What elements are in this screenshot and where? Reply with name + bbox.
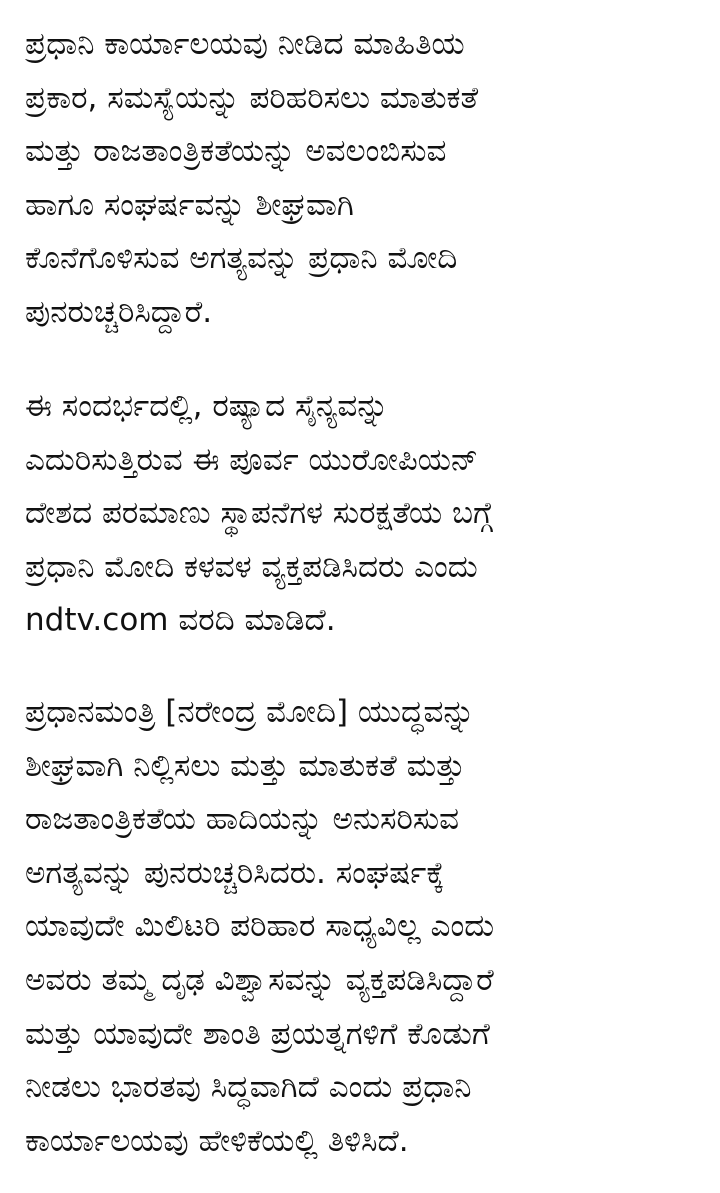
text-line: ಪ್ರಧಾನಿ ಕಾರ್ಯಾಲಯವು ನೀಡಿದ ಮಾಹಿತಿಯ bbox=[25, 26, 465, 62]
paragraph-3 bbox=[25, 686, 705, 1168]
text-line: ಕಾರ್ಯಾಲಯವು ಹೇಳಿಕೆಯಲ್ಲಿ ತಿಳಿಸಿದೆ. bbox=[25, 1122, 409, 1159]
text-line: ndtv.com ವರದಿ ಮಾಡಿದೆ. bbox=[25, 602, 336, 639]
text-line: ಮತ್ತು ರಾಜತಾಂತ್ರಿಕತೆಯನ್ನು ಅವಲಂಬಿಸುವ bbox=[25, 133, 447, 170]
text-line: ಪ್ರಧಾನಿ ಮೋದಿ ಕಳವಳ ವ್ಯಕ್ತಪಡಿಸಿದರು ಎಂದು bbox=[25, 548, 478, 585]
text-line: ಹಾಗೂ ಸಂಘರ್ಷವನ್ನು ಶೀಘ್ರವಾಗಿ bbox=[25, 186, 354, 223]
text-line: ಕೊನೆಗೊಳಿಸುವ ಅಗತ್ಯವನ್ನು ಪ್ರಧಾನಿ ಮೋದಿ bbox=[25, 240, 458, 277]
text-line: ಪ್ರಕಾರ, ಸಮಸ್ಯೆಯನ್ನು ಪರಿಹರಿಸಲು ಮಾತುಕತೆ bbox=[25, 79, 479, 116]
text-line: ಯಾವುದೇ ಮಿಲಿಟರಿ ಪರಿಹಾರ ಸಾಧ್ಯವಿಲ್ಲ ಎಂದು bbox=[25, 908, 495, 945]
text-line: ಮತ್ತು ಯಾವುದೇ ಶಾಂತಿ ಪ್ರಯತ್ನಗಳಿಗೆ ಕೊಡುಗೆ bbox=[25, 1015, 490, 1052]
text-line: ನೀಡಲು ಭಾರತವು ಸಿದ್ಧವಾಗಿದೆ ಎಂದು ಪ್ರಧಾನಿ bbox=[25, 1069, 472, 1106]
text-line: ಶೀಘ್ರವಾಗಿ ನಿಲ್ಲಿಸಲು ಮತ್ತು ಮಾತುಕತೆ ಮತ್ತು bbox=[25, 747, 465, 784]
paragraph-2 bbox=[25, 380, 705, 648]
text-line: ಅಗತ್ಯವನ್ನು ಪುನರುಚ್ಚರಿಸಿದರು. ಸಂಘರ್ಷಕ್ಕೆ bbox=[25, 854, 445, 891]
text-line: ರಾಜತಾಂತ್ರಿಕತೆಯ ಹಾದಿಯನ್ನು ಅನುಸರಿಸುವ bbox=[25, 801, 460, 838]
text-line: ಅವರು ತಮ್ಮ ದೃಢ ವಿಶ್ವಾಸವನ್ನು ವ್ಯಕ್ತಪಡಿಸಿದ್ದಾರೆ bbox=[25, 961, 494, 998]
text-line: ಈ ಸಂದರ್ಭದಲ್ಲಿ, ರಷ್ಯಾದ ಸೈನ್ಯವನ್ನು bbox=[25, 388, 389, 424]
text-line: ಪ್ರಧಾನಮಂತ್ರಿ [ನರೇಂದ್ರ ಮೋದಿ] ಯುದ್ಧವನ್ನು bbox=[25, 694, 475, 730]
text-line: ದೇಶದ ಪರಮಾಣು ಸ್ಥಾಪನೆಗಳ ಸುರಕ್ಷತೆಯ ಬಗ್ಗೆ bbox=[25, 495, 493, 532]
paragraph-1 bbox=[25, 18, 705, 340]
text-line: ಎದುರಿಸುತ್ತಿರುವ ಈ ಪೂರ್ವ ಯುರೋಪಿಯನ್ bbox=[25, 441, 479, 478]
text-line: ಪುನರುಚ್ಚರಿಸಿದ್ದಾರೆ. bbox=[25, 293, 213, 330]
